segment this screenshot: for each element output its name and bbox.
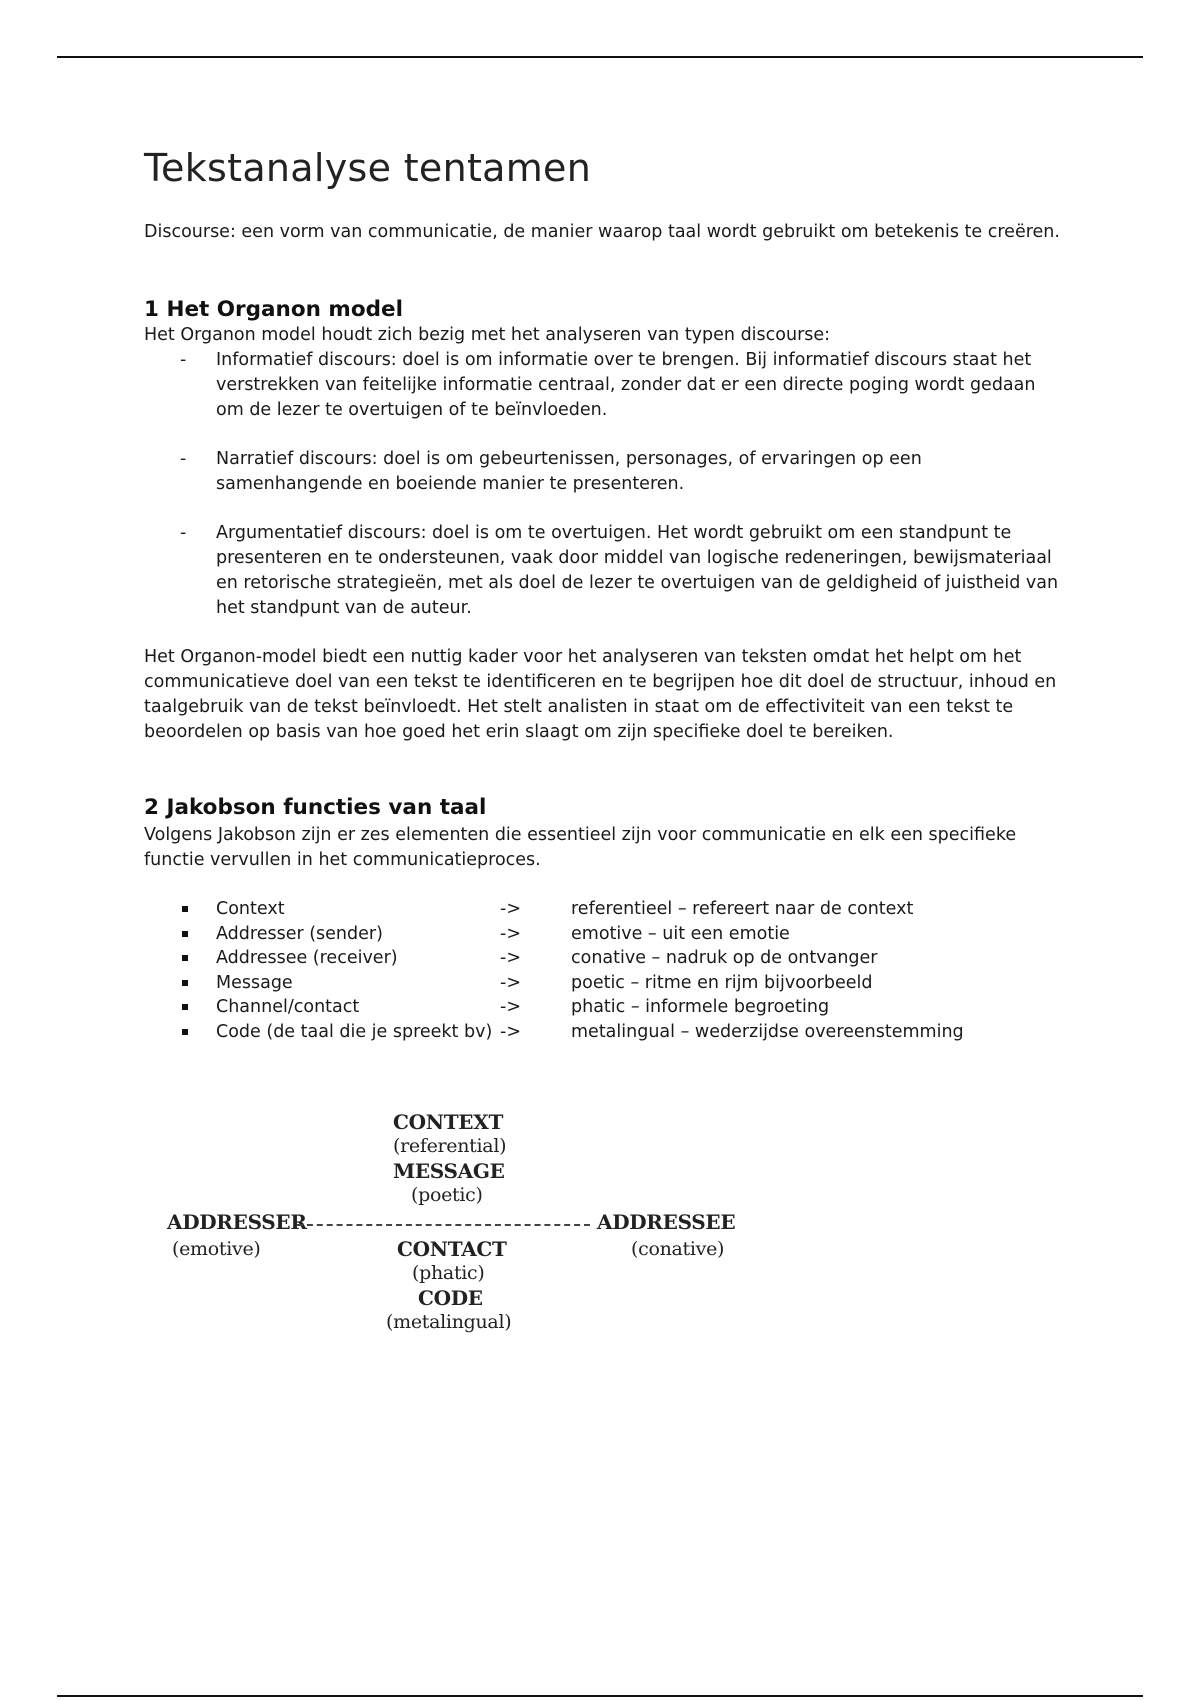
function-label: emotive – uit een emotie [571, 923, 790, 944]
diagram-contact: CONTACT [397, 1237, 507, 1261]
square-bullet-icon [182, 955, 188, 961]
page-title: Tekstanalyse tentamen [144, 146, 592, 190]
function-label: poetic – ritme en rijm bijvoorbeeld [571, 972, 873, 993]
diagram-message-function: (poetic) [411, 1184, 483, 1206]
list-item [144, 995, 1064, 1020]
element-label: Addresser (sender) [216, 923, 383, 944]
organon-paragraph: Het Organon-model biedt een nuttig kader voor het analyseren van teksten omdat het helpt om het communicatieve doel van een tekst te identificeren en te begrijpen hoe dit doel de structuur, inhoud en taalgebruik van de tekst beïnvloedt. Het stelt analisten in staat om de effectiviteit van een tekst te beoordelen op basis van hoe goed het erin slaagt om zijn specifieke doel te bereiken. [144, 647, 1057, 742]
diagram-context: CONTEXT [393, 1110, 504, 1134]
bottom-rule [57, 1695, 1143, 1697]
jakobson-heading: 2 Jakobson functies van taal [144, 795, 487, 820]
dash-marker: - [180, 350, 187, 370]
dash-marker: - [180, 449, 187, 469]
jakobson-function-list [144, 897, 1064, 1045]
diagram-addresser: ADDRESSER [167, 1210, 307, 1234]
dash-marker: - [180, 523, 187, 543]
element-label: Addressee (receiver) [216, 948, 398, 969]
list-item-text: Informatief discours: doel is om informatie over te brengen. Bij informatief discours staat het verstrekken van feitelijke informatie centraal, zonder dat er een directe poging wordt gedaan om de lezer te overtuigen of te beïnvloeden. [216, 350, 1036, 420]
jakobson-diagram [160, 1100, 740, 1340]
arrow-text: -> [500, 972, 521, 993]
diagram-context-function: (referential) [393, 1135, 507, 1157]
organon-heading: 1 Het Organon model [144, 297, 403, 322]
square-bullet-icon [182, 931, 188, 937]
element-label: Code (de taal die je spreekt bv) [216, 1021, 493, 1042]
arrow-text: -> [500, 948, 521, 969]
function-label: referentieel – refereert naar de context [571, 899, 914, 919]
diagram-addressee-function: (conative) [631, 1238, 725, 1260]
square-bullet-icon [182, 1029, 188, 1035]
function-label: metalingual – wederzijdse overeenstemming [571, 1021, 964, 1042]
list-item [144, 447, 1064, 497]
arrow-text: -> [500, 923, 521, 944]
diagram-dashed-line [297, 1224, 590, 1226]
list-item [144, 521, 1064, 621]
list-item [144, 897, 1064, 922]
diagram-addressee: ADDRESSEE [597, 1210, 736, 1234]
function-label: conative – nadruk op de ontvanger [571, 948, 878, 969]
element-label: Context [216, 899, 285, 919]
organon-lead: Het Organon model houdt zich bezig met het analyseren van typen discourse: [144, 325, 831, 345]
top-rule [57, 56, 1143, 58]
element-label: Channel/contact [216, 997, 360, 1018]
square-bullet-icon [182, 1004, 188, 1010]
diagram-code: CODE [418, 1286, 483, 1310]
list-item [144, 1020, 1064, 1045]
list-item [144, 922, 1064, 947]
jakobson-lead: Volgens Jakobson zijn er zes elementen die essentieel zijn voor communicatie en elk een specifieke functie vervullen in het communicatieproces. [144, 825, 1017, 870]
diagram-message: MESSAGE [393, 1159, 505, 1183]
element-label: Message [216, 972, 293, 993]
arrow-text: -> [500, 1021, 521, 1042]
function-label: phatic – informele begroeting [571, 997, 830, 1018]
list-item-text: Argumentatief discours: doel is om te overtuigen. Het wordt gebruikt om een standpunt te presenteren en te ondersteunen, vaak door middel van logische redeneringen, bewijsmateriaal en retorische strategieën, met als doel de lezer te overtuigen van de geldigheid of juistheid van het standpunt van de auteur. [216, 523, 1059, 618]
arrow-text: -> [500, 997, 521, 1018]
list-item [144, 946, 1064, 971]
intro-paragraph: Discourse: een vorm van communicatie, de manier waarop taal wordt gebruikt om betekenis te creëren. [144, 222, 1060, 242]
square-bullet-icon [182, 980, 188, 986]
diagram-code-function: (metalingual) [386, 1311, 512, 1333]
discourse-type-list [144, 348, 1064, 645]
list-item [144, 348, 1064, 423]
list-item [144, 971, 1064, 996]
diagram-contact-function: (phatic) [412, 1262, 485, 1284]
list-item-text: Narratief discours: doel is om gebeurtenissen, personages, of ervaringen op een samenhangende en boeiende manier te presenteren. [216, 449, 922, 494]
diagram-addresser-function: (emotive) [172, 1238, 261, 1260]
square-bullet-icon [182, 906, 188, 912]
arrow-text: -> [500, 899, 521, 919]
